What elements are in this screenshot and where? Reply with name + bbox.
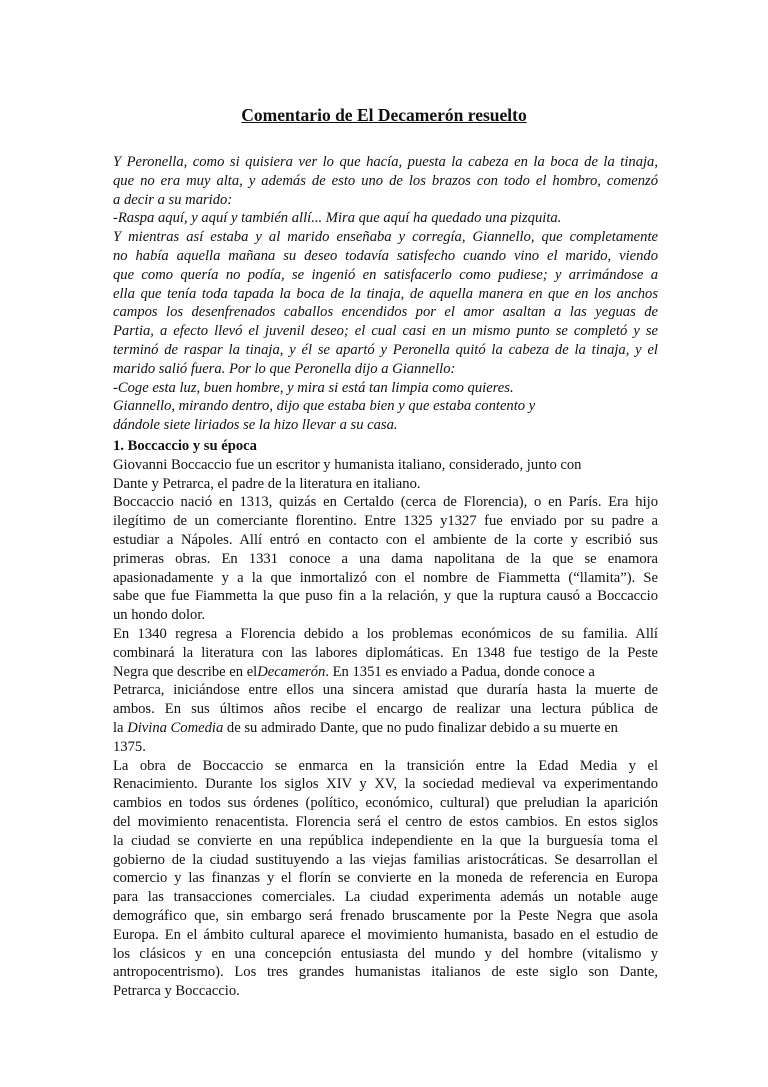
quote-line: terminó de raspar la tinaja, y él se apartó y Peronella quitó la cabeza de la tinaja, y el	[113, 341, 658, 358]
paragraph-line	[113, 663, 658, 682]
paragraph-line: ambos. En sus últimos años recibe el encargo de realizar una lectura pública de	[113, 701, 658, 718]
paragraph-line: estudiar a Nápoles. Allí entró en contacto con el ambiente de la corte y escribió sus	[113, 531, 658, 548]
quote-line: a decir a su marido:	[113, 191, 233, 208]
quote-line: dándole siete liriados se la hizo llevar a su casa.	[113, 417, 398, 434]
paragraph-line: apasionadamente y a la que inmortalizó con el nombre de Fiammetta (“llamita”). Se	[113, 569, 658, 586]
paragraph-line: Petrarca, iniciándose entre ellos una sincera amistad que duraría hasta la muerte de	[113, 682, 658, 699]
quote-line: campos los desenfrenados caballos encendidos por el amor asaltan a las yeguas de	[113, 304, 658, 321]
quote-line: que como quería no podía, se ingenió en satisfacerlo como pudiese; y arrimándose a	[113, 266, 658, 283]
quote-line: -Coge esta luz, buen hombre, y mira si está tan limpia como quieres.	[113, 379, 514, 396]
paragraph-line: demográfico que, sin embargo será frenado bruscamente por la Peste Negra que asola	[113, 907, 658, 924]
book-title-decameron: Decamerón	[257, 663, 326, 680]
paragraph-text: . En 1351 es enviado a Padua, donde conoce a	[325, 663, 595, 680]
paragraph-line: Giovanni Boccaccio fue un escritor y humanista italiano, considerado, junto con	[113, 456, 582, 473]
quote-line: -Raspa aquí, y aquí y también allí... Mira que aquí ha quedado una pizquita.	[113, 210, 562, 227]
book-title-divina-comedia: Divina Comedia	[127, 719, 224, 736]
paragraph-line: gobierno de la ciudad sustituyendo a las viejas familias aristocráticas. Se desarrollan el	[113, 851, 658, 868]
paragraph-text: la	[113, 719, 128, 736]
paragraph-text: Negra que describe en el	[113, 663, 258, 680]
paragraph-line: combinará la literatura con las labores diplomáticas. En 1348 fue testigo de la Peste	[113, 644, 658, 661]
section-heading: 1. Boccaccio y su época	[113, 438, 257, 454]
paragraph-line: Renacimiento. Durante los siglos XIV y XV, la sociedad medieval va experimentando	[113, 776, 658, 793]
paragraph-line: ilegítimo de un comerciante florentino. Entre 1325 y1327 fue enviado por su padre a	[113, 513, 658, 530]
paragraph-line: Europa. En el ámbito cultural aparece el movimiento humanista, basado en el estudio de	[113, 926, 658, 943]
paragraph-line: del movimiento renacentista. Florencia será el centro de estos cambios. En estos siglos	[113, 813, 658, 830]
paragraph-line: un hondo dolor.	[113, 607, 206, 624]
quote-line: Y mientras así estaba y al marido enseñaba y corregía, Giannello, que completamente	[113, 229, 658, 246]
quote-line: Y Peronella, como si quisiera ver lo que hacía, puesta la cabeza en la boca de la tinaja,	[113, 154, 658, 170]
quote-line: Partia, a efecto llevó el juvenil deseo; el cual casi en un mismo punto se completó y se	[113, 323, 658, 340]
quote-passage	[113, 153, 658, 435]
quote-line: ella que tenía toda tapada la boca de la tinaja, de aquella manera en que en los anchos	[113, 285, 658, 302]
paragraph-line: primeras obras. En 1331 conoce a una dama napolitana de la que se enamora	[113, 550, 658, 567]
paragraph-line: los clásicos y en una concepción entusiasta del mundo y del hombre (vitalismo y	[113, 945, 658, 962]
paragraph-line: Dante y Petrarca, el padre de la literatura en italiano.	[113, 475, 421, 492]
paragraph-line: Boccaccio nació en 1313, quizás en Certaldo (cerca de Florencia), o en París. Era hijo	[113, 494, 658, 511]
paragraph-line	[113, 719, 658, 738]
paragraph-line: Petrarca y Boccaccio.	[113, 983, 240, 1000]
paragraph-line: la ciudad se convierte en una república independiente en la que la burguesía toma el	[113, 832, 658, 849]
paragraph-line: para las transacciones comerciales. La ciudad experimenta además un notable auge	[113, 889, 658, 906]
section-boccaccio	[113, 437, 658, 1001]
quote-line: no había aquella mañana su deseo todavía satisfecho cuando vino el marido, viendo	[113, 247, 658, 264]
paragraph-line: En 1340 regresa a Florencia debido a los problemas económicos de su familia. Allí	[113, 625, 658, 642]
quote-line: Giannello, mirando dentro, dijo que estaba bien y que estaba contento y	[113, 398, 536, 415]
paragraph-line: La obra de Boccaccio se enmarca en la transición entre la Edad Media y el	[113, 757, 658, 774]
quote-line: que no era muy alta, y además de esto uno de los brazos con todo el hombro, comenzó	[113, 172, 658, 189]
paragraph-line: antropocentrismo). Los tres grandes humanistas italianos de este siglo son Dante,	[113, 964, 658, 981]
paragraph-line: 1375.	[113, 738, 146, 755]
document-title: Comentario de El Decamerón resuelto	[241, 105, 527, 125]
paragraph-line: cambios en todos sus órdenes (político, económico, cultural) que preludian la aparición	[113, 795, 658, 812]
quote-line: marido salió fuera. Por lo que Peronella dijo a Giannello:	[113, 360, 456, 377]
paragraph-line: sabe que fue Fiammetta la que puso fin a la relación, y que la ruptura causó a Boccaccio	[113, 588, 658, 605]
paragraph-text: de su admirado Dante, que no pudo finalizar debido a su muerte en	[223, 719, 618, 736]
paragraph-line: comercio y las finanzas y el florín se convierte en la moneda de referencia en Europa	[113, 870, 658, 887]
